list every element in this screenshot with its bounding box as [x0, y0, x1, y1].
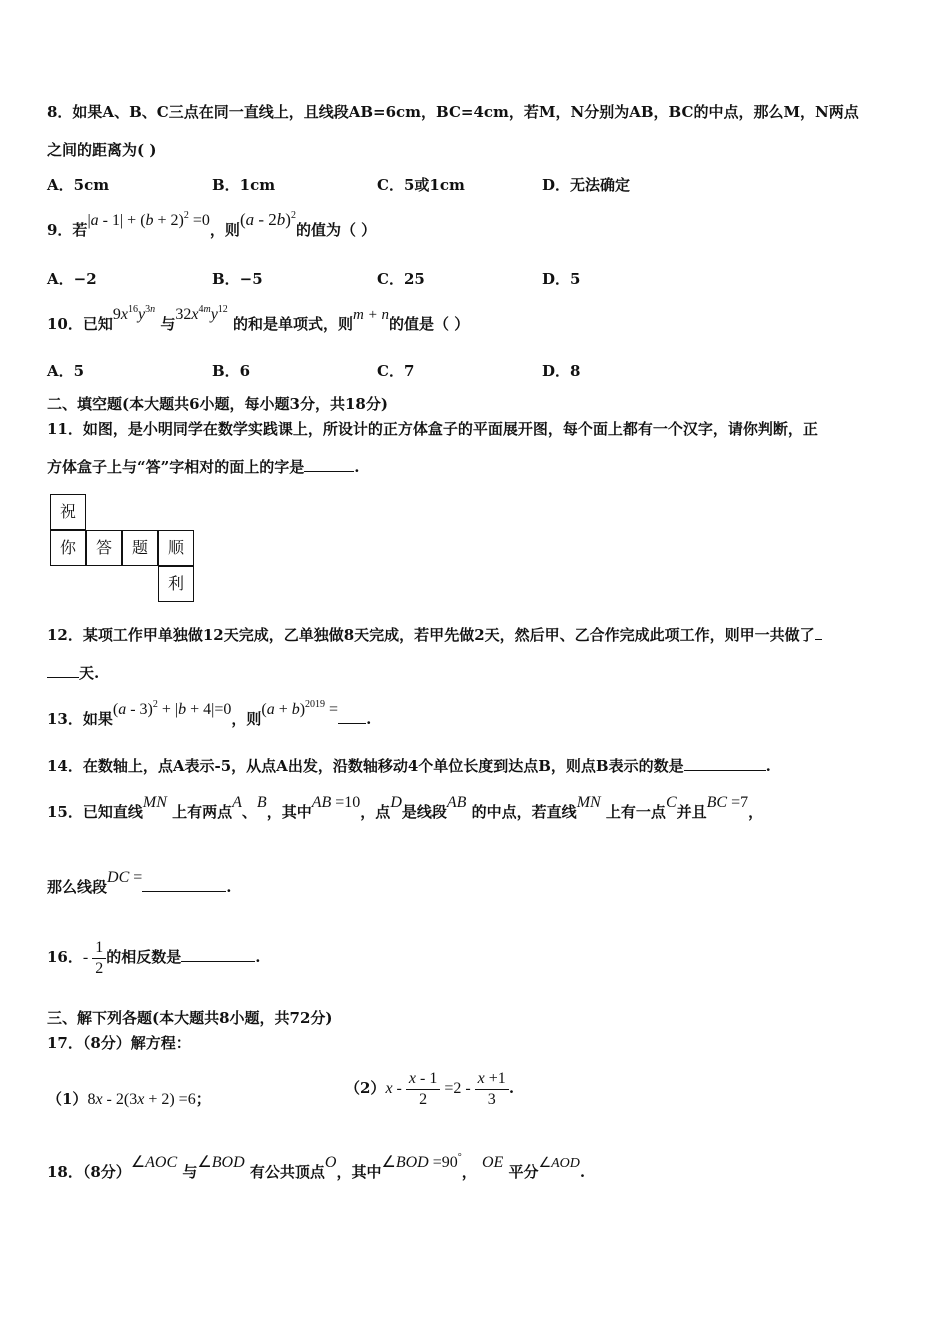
- q9-mid: ，则: [209, 221, 240, 239]
- net-cell-li: 利: [158, 566, 194, 602]
- q15-bc-formula: BC =7: [706, 794, 749, 811]
- q17-fraction2: $\frac{x +1}{3}$: [475, 1069, 509, 1110]
- q15-answer-blank[interactable]: [142, 877, 226, 892]
- q17-part1: （1）8x - 2(3x + 2) =6；: [47, 1090, 211, 1108]
- q9-option-d: D．5: [542, 270, 581, 288]
- q8-line1: 8．如果A、B、C三点在同一直线上，且线段AB=6cm，BC=4cm，若M，N分别为AB，BC的中点，那么M，N两点: [47, 103, 859, 121]
- q17-equation1: 8x - 2(3x + 2) =6: [87, 1091, 196, 1108]
- q10-mid: 的和是单项式，则: [233, 315, 354, 333]
- q12-line2: 天.: [47, 663, 99, 683]
- q13-condition-formula: (a - 3)$^2$ + |b + 4|=0: [112, 699, 232, 718]
- q9-option-b: B．−5: [212, 270, 263, 288]
- net-cell-shun: 顺: [158, 530, 194, 566]
- q12-answer-blank[interactable]: [47, 663, 79, 678]
- q9-prefix: 9．若: [47, 221, 88, 239]
- q10-option-c: C．7: [377, 362, 415, 380]
- q17-fraction1: $\frac{x - 1}{2}$: [406, 1069, 440, 1110]
- q9-option-c: C．25: [377, 270, 425, 288]
- q15-dc-formula: DC =: [107, 869, 143, 886]
- q11-answer-blank[interactable]: [304, 457, 354, 472]
- q16-answer-blank[interactable]: [181, 947, 255, 962]
- q10-term1: $9x^{16}y^{3n}$: [112, 304, 156, 323]
- q15-ab-formula: AB =10: [311, 794, 361, 811]
- q14-line: 14．在数轴上，点A表示-5，从点A出发，沿数轴移动4个单位长度到达点B，则点B表示的数是 .: [47, 757, 771, 775]
- q18-angle-aod: ∠AOD: [538, 1156, 580, 1171]
- q15-line1: 15．已知直线MN 上有两点A、B，其中AB =10，点D是线段AB 的中点，若直线MN 上有一点C并且BC =7，: [47, 794, 764, 821]
- q10-option-b: B．6: [212, 362, 251, 380]
- q15-line2: 那么线段DC =.: [47, 869, 232, 896]
- q10-and: 与: [160, 315, 176, 333]
- net-cell-ni: 你: [50, 530, 86, 566]
- q16-line: 16．- $\frac{1}{2}$ 的相反数是 .: [47, 938, 261, 977]
- q10-line: [47, 304, 470, 335]
- q8-option-b: B．1cm: [212, 176, 276, 194]
- q8-option-d: D．无法确定: [542, 176, 631, 194]
- q17-part2: （2）x - $\frac{x - 1}{2}$ =2 - $\frac{x +1}{3}$ .: [345, 1069, 515, 1108]
- q9-line: [47, 210, 377, 241]
- q8-option-a: A．5cm: [47, 176, 110, 194]
- q13-answer-blank[interactable]: [338, 709, 366, 724]
- q11-text: 方体盒子上与“答”字相对的面上的字是: [47, 458, 305, 476]
- q13-line: 13．如果(a - 3)$^2$ + |b + 4|=0，则$(a + b)^{2019}$ =.: [47, 699, 372, 728]
- q18-angle-aoc: ∠AOC: [130, 1154, 178, 1171]
- q14-answer-blank[interactable]: [684, 756, 766, 771]
- q10-term2: $32x^{4m}y^{12}$: [175, 304, 228, 323]
- q15-line-mn: MN: [142, 794, 167, 811]
- q11-line2: 方体盒子上与“答”字相对的面上的字是 .: [47, 458, 360, 476]
- q13-target-formula: $(a + b)^{2019}$ =: [261, 699, 339, 718]
- q10-suffix: 的值是（ ）: [389, 315, 470, 333]
- q10-expression: m + n: [353, 307, 390, 323]
- q9-option-a: A．−2: [47, 270, 97, 288]
- q16-fraction: $\frac{1}{2}$: [92, 938, 106, 979]
- q10-option-d: D．8: [542, 362, 581, 380]
- q9-target-formula: (a - 2b)$^2$: [239, 210, 296, 229]
- q12-answer-blank-start[interactable]: [815, 625, 822, 640]
- section3-heading: 三、解下列各题(本大题共8小题，共72分): [47, 1009, 333, 1027]
- q8-line2: 之间的距离为( ): [47, 141, 157, 159]
- net-cell-zhu: 祝: [50, 494, 86, 530]
- section2-heading: 二、填空题(本大题共6小题，每小题3分，共18分): [47, 395, 388, 413]
- q10-prefix: 10．已知: [47, 315, 113, 333]
- q10-option-a: A．5: [47, 362, 85, 380]
- q8-option-c: C．5或1cm: [377, 176, 465, 194]
- net-cell-ti: 题: [122, 530, 158, 566]
- net-cell-da: 答: [86, 530, 122, 566]
- q18-angle-bod: ∠BOD: [197, 1154, 245, 1171]
- q18-line: 18．（8分）∠AOC 与∠BOD 有公共顶点O，其中∠BOD =90°， OE 平分∠AOD.: [47, 1152, 586, 1181]
- q9-suffix: 的值为（ ）: [295, 221, 377, 239]
- q9-condition-formula: $|a - 1| + (b + 2)^2 =0$: [87, 210, 210, 229]
- q17-title: 17．（8分）解方程：: [47, 1034, 191, 1052]
- q12-line1: 12．某项工作甲单独做12天完成，乙单独做8天完成，若甲先做2天，然后甲、乙合作完成此项工作，则甲一共做了: [47, 625, 822, 645]
- q18-right-angle: ∠BOD =90°: [381, 1152, 462, 1171]
- q11-line1: 11．如图，是小明同学在数学实践课上，所设计的正方体盒子的平面展开图，每个面上都有一个汉字，请你判断，正: [47, 420, 818, 438]
